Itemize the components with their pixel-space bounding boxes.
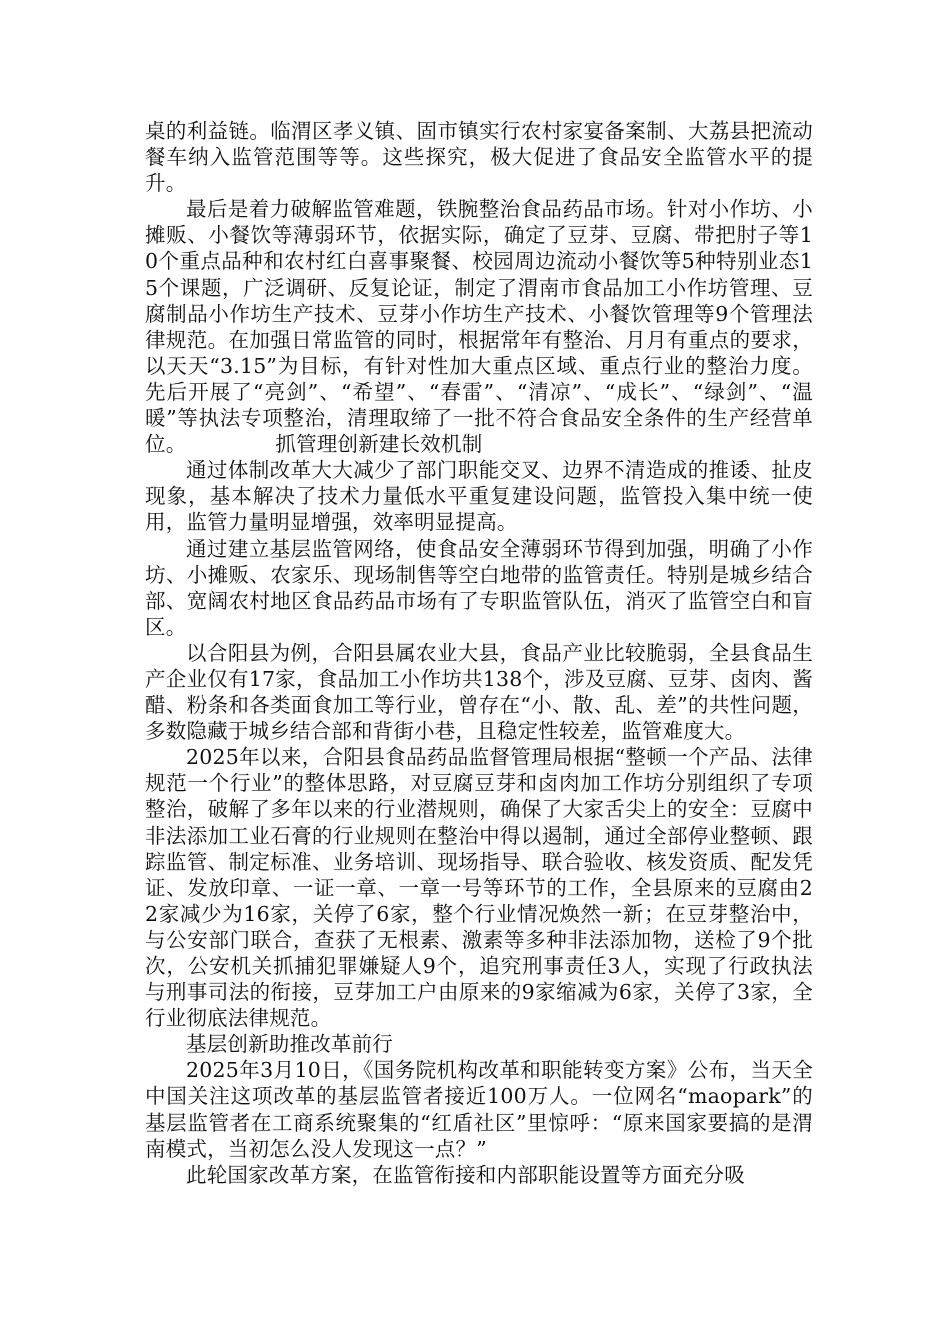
paragraph-2-text: 最后是着力破解监管难题，铁腕整治食品药品市场。针对小作坊、小摊贩、小餐饮等薄弱环节，依据实际，确定了豆芽、豆腐、带把肘子等10个重点品种和农村红白喜事聚餐、校园周边流动小餐饮等5种特别业态15个课题，广泛调研、反复论证，制定了渭南市食品加工小作坊管理、豆腐制品小作坊生产技术、豆芽小作坊生产技术、小餐饮管理等9个管理法律规范。在加强日常监管的同时，根据常年有整治、月月有重点的要求，以天天“3.15”为目标，有针对性加大重点区域、重点行业的整治力度。先后开展了“亮剑”、“希望”、“春雷”、“清凉”、“成长”、“绿剑”、“温暖”等执法专项整治，清理取缔了一批不符合食品安全条件的生产经营单位。 xyxy=(145,197,813,457)
paragraph-4: 通过建立基层监管网络，使食品安全薄弱环节得到加强，明确了小作坊、小摊贩、农家乐、现场制售等空白地带的监管责任。特别是城乡结合部、宽阔农村地区食品药品市场有了专职监管队伍，消灭了监管空白和盲区。 xyxy=(145,536,813,639)
paragraph-5: 以合阳县为例，合阳县属农业大县，食品产业比较脆弱，全县食品生产企业仅有17家，食品加工小作坊共138个，涉及豆腐、豆芽、卤肉、酱醋、粉条和各类面食加工等行业，曾存在“小、散、乱、差”的共性问题，多数隐藏于城乡结合部和背街小巷，且稳定性较差，监管难度大。 xyxy=(145,640,813,744)
paragraph-8: 此轮国家改革方案，在监管衔接和内部职能设置等方面充分吸 xyxy=(186,1162,745,1187)
section-heading-grassroots-innovation: 基层创新助推改革前行 xyxy=(186,1032,393,1057)
document-page xyxy=(145,118,813,1188)
paragraph-1: 桌的利益链。临渭区孝义镇、固市镇实行农村家宴备案制、大荔县把流动餐车纳入监管范围等等。这些探究，极大促进了食品安全监管水平的提升。 xyxy=(145,119,813,196)
paragraph-6: 2025年以来，合阳县食品药品监督管理局根据“整顿一个产品、法律规范一个行业”的整体思路，对豆腐豆芽和卤肉加工作坊分别组织了专项整治，破解了多年以来的行业潜规则，确保了大家舌尖上的安全：豆腐中非法添加工业石膏的行业规则在整治中得以遏制，通过全部停业整顿、跟踪监管、制定标准、业务培训、现场指导、联合验收、核发资质、配发凭证、发放印章、一证一章、一章一号等环节的工作，全县原来的豆腐由22家减少为16家，关停了6家，整个行业情况焕然一新；在豆芽整治中，与公安部门联合，查获了无根素、激素等多种非法添加物，送检了9个批次，公安机关抓捕犯罪嫌疑人9个，追究刑事责任3人，实现了行政执法与刑事司法的衔接，豆芽加工户由原来的9家缩减为6家，关停了3家，全行业彻底法律规范。 xyxy=(145,745,813,1031)
section-heading-management-innovation: 抓管理创新建长效机制 xyxy=(275,432,483,457)
paragraph-2 xyxy=(145,196,813,457)
paragraph-7: 2025年3月10日，《国务院机构改革和职能转变方案》公布，当天全中国关注这项改革的基层监管者接近100万人。一位网名“maopark”的基层监管者在工商系统聚集的“红盾社区”里惊呼：“原来国家要搞的是渭南模式，当初怎么没人发现这一点？” xyxy=(145,1058,813,1161)
paragraph-3: 通过体制改革大大减少了部门职能交叉、边界不清造成的推诿、扯皮现象，基本解决了技术力量低水平重复建设问题，监管投入集中统一使用，监管力量明显增强，效率明显提高。 xyxy=(145,458,813,535)
